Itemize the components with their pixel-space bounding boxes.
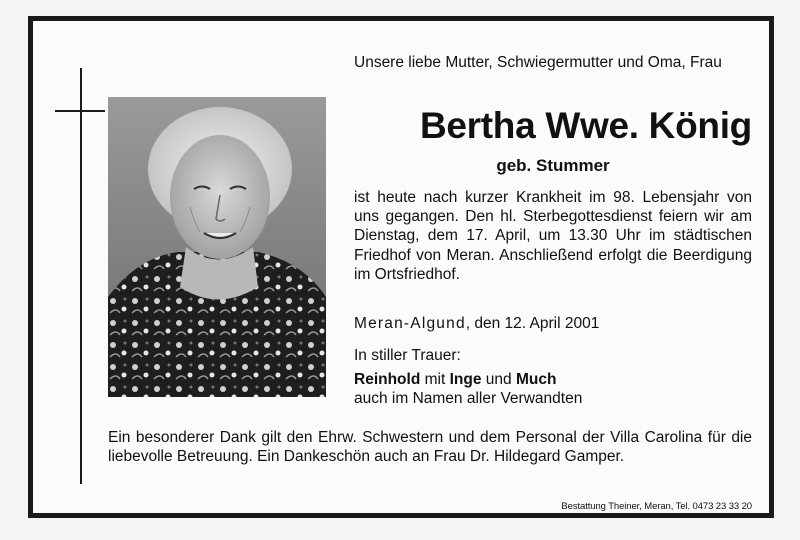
thanks-text: Ein besonderer Dank gilt den Ehrw. Schwestern und dem Personal der Villa Carolina für die liebevolle Betreuung. Ein Dankeschön auch an Frau Dr. Hildegard Gamper. — [108, 429, 752, 465]
deceased-name: Bertha Wwe. König — [419, 105, 752, 146]
intro-text: Unsere liebe Mutter, Schwiegermutter und Oma, Frau — [354, 54, 722, 71]
survivor-name: Inge — [449, 371, 482, 388]
place-name: Meran-Algund — [354, 315, 466, 332]
survivors-line — [354, 370, 556, 389]
relatives-line: auch im Namen aller Verwandten — [354, 390, 583, 407]
conjunction: und — [481, 371, 516, 388]
funeral-home-credit: Bestattung Theiner, Meran, Tel. 0473 23 33 20 — [561, 501, 752, 512]
conjunction: mit — [420, 371, 450, 388]
survivor-name: Much — [515, 371, 557, 388]
date-text: , den 12. April 2001 — [465, 315, 600, 332]
survivor-name: Reinhold — [354, 371, 421, 388]
place-date-line — [354, 314, 599, 333]
portrait-photo — [108, 97, 326, 397]
cross-horizontal-bar — [55, 110, 105, 112]
announcement-text: ist heute nach kurzer Krankheit im 98. Lebensjahr von uns gegangen. Den hl. Sterbegottesdienst feiern wir am Dienstag, dem 17. April, um 13.30 Uhr im städtischen Friedhof von Meran. Anschließend erfolgt die Beerdigung im Ortsfriedhof. — [354, 189, 752, 283]
maiden-name: geb. Stummer — [496, 156, 610, 175]
cross-vertical-bar — [80, 68, 82, 484]
mourning-intro: In stiller Trauer: — [354, 347, 461, 364]
